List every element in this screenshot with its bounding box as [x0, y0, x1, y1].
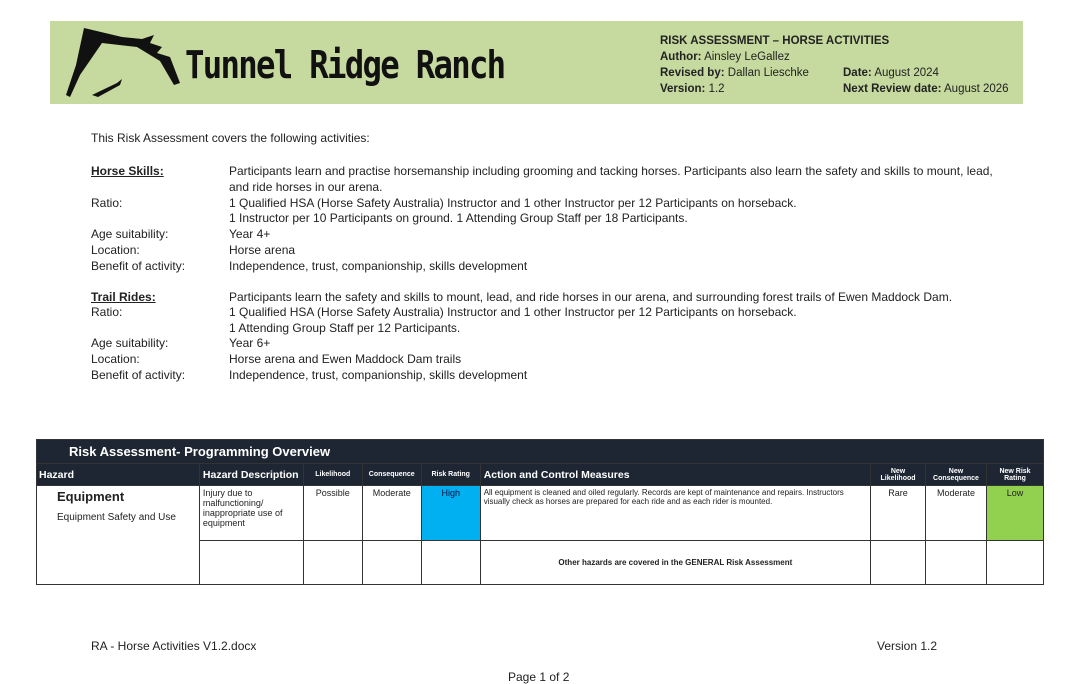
activity-description: Participants learn and practise horsemanship including grooming and tacking horses. Participants also learn the safety and skills to mount, lead, — [229, 164, 993, 178]
col-action: Action and Control Measures — [480, 464, 870, 486]
footer-version: Version 1.2 — [877, 639, 938, 653]
age-label: Age suitability: — [91, 336, 169, 350]
table-row — [37, 486, 1044, 541]
document-title: RISK ASSESSMENT – HORSE ACTIVITIES — [660, 35, 890, 47]
likelihood: Possible — [303, 486, 362, 541]
intro-text: This Risk Assessment covers the following activities: — [91, 131, 370, 145]
risk-table — [36, 439, 1044, 585]
date-label: Date: — [843, 67, 872, 79]
logo-text: Tunnel Ridge Ranch — [185, 43, 505, 87]
revised-label: Revised by: — [660, 67, 725, 79]
horse-head-logo-icon — [62, 25, 187, 103]
ratio-label: Ratio: — [91, 305, 123, 319]
empty-cell — [199, 541, 303, 585]
empty-cell — [926, 541, 987, 585]
empty-cell — [987, 541, 1044, 585]
location: Horse arena — [229, 243, 296, 257]
review-label: Next Review date: — [843, 83, 942, 95]
age: Year 4+ — [229, 227, 271, 241]
footer-filename: RA - Horse Activities V1.2.docx — [91, 639, 257, 653]
review-date: August 2026 — [944, 83, 1009, 95]
ratio: 1 Qualified HSA (Horse Safety Australia) Instructor and 1 other Instructor per 12 Participants on horseback. — [229, 305, 797, 319]
author-label: Author: — [660, 51, 702, 63]
col-new-consequence: New Consequence — [926, 464, 987, 486]
header-banner — [50, 21, 1023, 104]
new-likelihood: Rare — [871, 486, 926, 541]
benefit-label: Benefit of activity: — [91, 368, 186, 382]
ratio-label: Ratio: — [91, 196, 123, 210]
hazard-description: Injury due to malfunctioning/ inappropriate use of equipment — [199, 486, 303, 541]
table-title: Risk Assessment- Programming Overview — [37, 440, 1044, 464]
empty-cell — [871, 541, 926, 585]
empty-cell — [421, 541, 480, 585]
col-new-risk-rating: New Risk Rating — [987, 464, 1044, 486]
version-label: Version: — [660, 83, 706, 95]
new-risk-rating: Low — [987, 486, 1044, 541]
col-risk-rating: Risk Rating — [421, 464, 480, 486]
version: 1.2 — [708, 83, 725, 95]
hazard-sub: Equipment Safety and Use — [57, 512, 176, 523]
activity-name: Trail Rides: — [91, 290, 156, 304]
ratio: 1 Instructor per 10 Participants on ground. 1 Attending Group Staff per 18 Participants. — [229, 211, 688, 225]
activity-description: and ride horses in our arena. — [229, 180, 383, 194]
location-label: Location: — [91, 352, 140, 366]
revised-by: Dallan Lieschke — [727, 67, 809, 79]
benefit: Independence, trust, companionship, skills development — [229, 259, 528, 273]
col-new-likelihood: New Likelihood — [871, 464, 926, 486]
new-consequence: Moderate — [926, 486, 987, 541]
location-label: Location: — [91, 243, 140, 257]
date: August 2024 — [874, 67, 939, 79]
activity-name: Horse Skills: — [91, 164, 164, 178]
empty-cell — [303, 541, 362, 585]
benefit: Independence, trust, companionship, skills development — [229, 368, 528, 382]
age-label: Age suitability: — [91, 227, 169, 241]
ratio: 1 Attending Group Staff per 12 Participants. — [229, 321, 461, 335]
benefit-label: Benefit of activity: — [91, 259, 186, 273]
author: Ainsley LeGallez — [704, 51, 790, 63]
other-hazards-note: Other hazards are covered in the GENERAL Risk Assessment — [480, 541, 870, 585]
document-meta — [660, 33, 1009, 97]
hazard-name: Equipment — [57, 489, 125, 504]
empty-cell — [362, 541, 421, 585]
col-consequence: Consequence — [362, 464, 421, 486]
col-likelihood: Likelihood — [303, 464, 362, 486]
risk-rating: High — [421, 486, 480, 541]
age: Year 6+ — [229, 336, 271, 350]
ratio: 1 Qualified HSA (Horse Safety Australia) Instructor and 1 other Instructor per 12 Participants on horseback. — [229, 196, 797, 210]
page-number: Page 1 of 2 — [508, 670, 570, 684]
consequence: Moderate — [362, 486, 421, 541]
col-hazard: Hazard — [37, 464, 200, 486]
location: Horse arena and Ewen Maddock Dam trails — [229, 352, 462, 366]
col-description: Hazard Description — [199, 464, 303, 486]
action-measures: All equipment is cleaned and oiled regularly. Records are kept of maintenance and repairs. Instructors visually check as horses are prepared for each ride and as each rider is mounted. — [480, 486, 870, 541]
activity-description: Participants learn the safety and skills to mount, lead, and ride horses in our arena, and surrounding forest trails of Ewen Maddock Dam. — [229, 290, 953, 304]
